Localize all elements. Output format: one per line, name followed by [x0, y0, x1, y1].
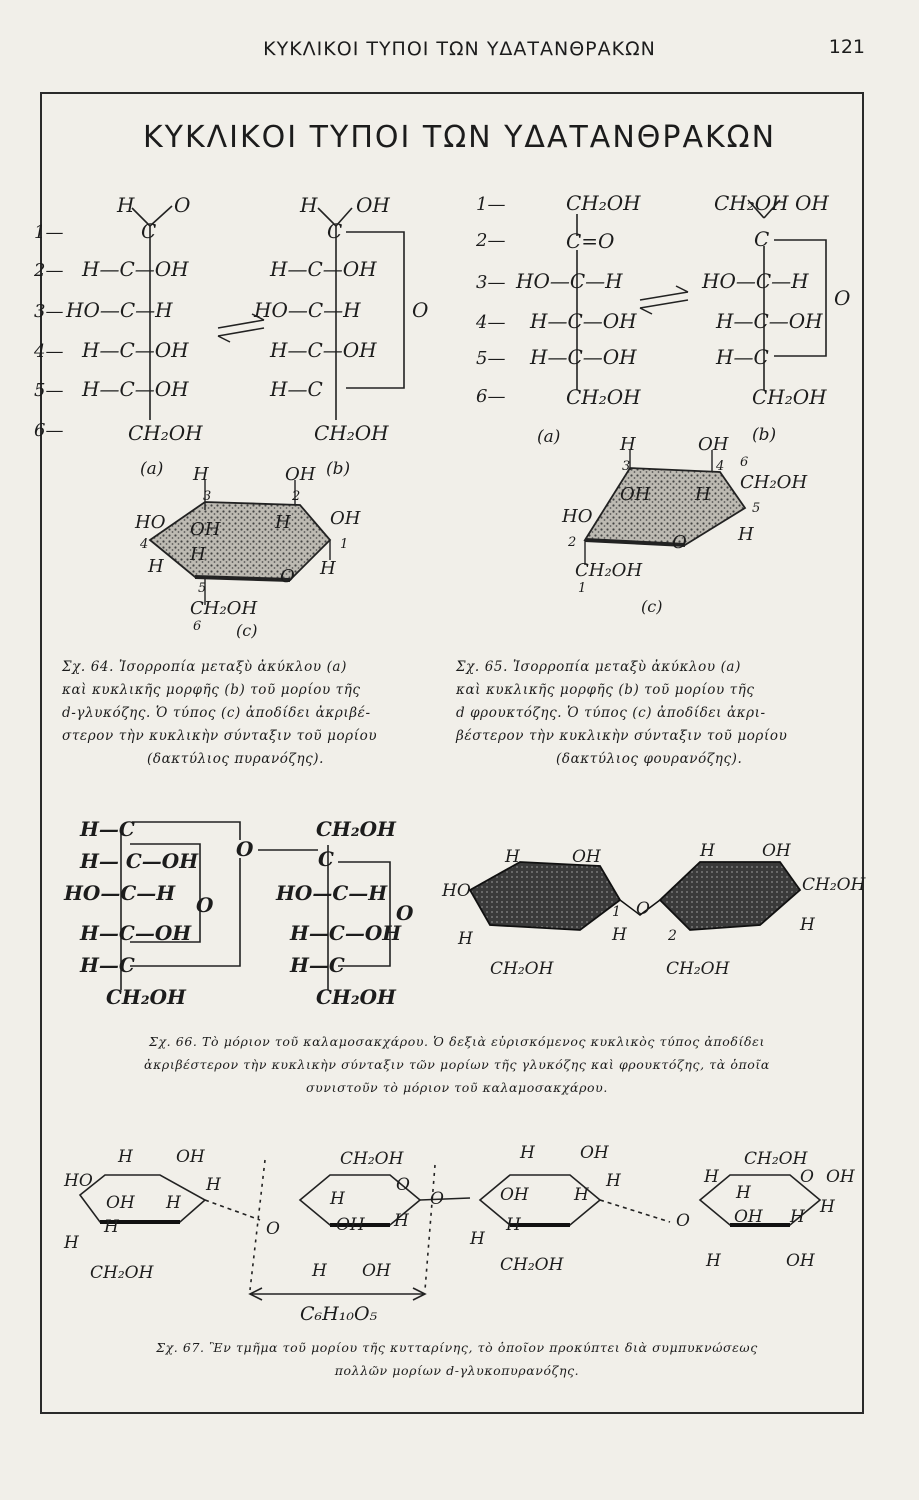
svg-text:O: O	[800, 1167, 814, 1187]
svg-text:3—: 3—	[34, 301, 64, 322]
svg-text:H: H	[704, 1167, 719, 1187]
svg-text:H: H	[206, 1175, 221, 1195]
fig65-caption-line: Σχ. 65. Ἰσορροπία μεταξὺ ἀκύκλου (a)	[456, 659, 741, 675]
svg-text:1: 1	[578, 581, 587, 596]
running-title: ΚΥΚΛΙΚΟΙ ΤΥΠΟΙ ΤΩΝ ΥΔΑΤΑΝΘΡΑΚΩΝ	[263, 38, 656, 60]
fig64-caption-line: στερον τὴν κυκλικὴν σύνταξιν τοῦ μορίου	[62, 728, 378, 744]
fig64-caption-line: Σχ. 64. Ἰσορροπία μεταξὺ ἀκύκλου (a)	[62, 659, 347, 675]
svg-text:H—C—OH: H—C—OH	[80, 921, 192, 945]
fig67-caption-line: πολλῶν μορίων d-γλυκοπυρανόζης.	[334, 1363, 580, 1378]
svg-text:H: H	[505, 847, 520, 867]
svg-text:OH: OH	[336, 1215, 365, 1235]
svg-text:O: O	[430, 1189, 444, 1209]
svg-text:OH: OH	[698, 434, 729, 455]
svg-text:O: O	[280, 566, 295, 587]
svg-text:H: H	[312, 1261, 327, 1281]
svg-text:OH: OH	[734, 1207, 763, 1227]
svg-text:H: H	[104, 1217, 119, 1237]
svg-text:H: H	[612, 925, 627, 945]
svg-text:H: H	[148, 556, 164, 577]
svg-text:CH₂OH: CH₂OH	[752, 385, 827, 409]
svg-text:H—C—OH: H—C—OH	[82, 377, 189, 401]
svg-text:H: H	[470, 1229, 485, 1249]
svg-text:H: H	[738, 524, 754, 545]
svg-text:H: H	[166, 1193, 181, 1213]
svg-text:CH₂OH: CH₂OH	[802, 875, 866, 895]
svg-text:H: H	[695, 484, 711, 505]
svg-text:OH: OH	[285, 464, 316, 485]
svg-text:1—: 1—	[476, 194, 506, 215]
svg-text:H—C: H—C	[80, 953, 135, 977]
svg-text:(c): (c)	[641, 597, 663, 616]
svg-text:H—C: H—C	[716, 345, 769, 369]
svg-text:H: H	[574, 1185, 589, 1205]
svg-text:OH: OH	[500, 1185, 529, 1205]
svg-text:1: 1	[340, 537, 349, 552]
svg-text:H—C: H—C	[80, 817, 135, 841]
svg-text:O: O	[636, 899, 650, 919]
svg-text:OH: OH	[176, 1147, 205, 1167]
svg-text:5: 5	[198, 581, 207, 596]
svg-text:O: O	[834, 286, 851, 310]
fig65-caption	[456, 656, 848, 771]
svg-text:CH₂OH OH: CH₂OH OH	[714, 191, 829, 215]
svg-text:H: H	[820, 1197, 835, 1217]
svg-text:C=O: C=O	[566, 229, 615, 253]
svg-text:H: H	[736, 1183, 751, 1203]
fig67-caption	[62, 1336, 852, 1382]
svg-text:2: 2	[292, 489, 301, 504]
svg-text:C: C	[327, 219, 343, 243]
svg-text:OH: OH	[190, 519, 221, 540]
svg-text:OH: OH	[762, 841, 791, 861]
svg-text:CH₂OH: CH₂OH	[316, 985, 396, 1009]
svg-text:H—C: H—C	[270, 377, 323, 401]
svg-text:H—C: H—C	[290, 953, 345, 977]
svg-text:H: H	[620, 434, 636, 455]
svg-text:H—C—OH: H—C—OH	[530, 309, 637, 333]
svg-text:HO: HO	[442, 881, 471, 901]
svg-text:OH: OH	[786, 1251, 815, 1271]
svg-text:O: O	[676, 1211, 690, 1231]
svg-text:HO: HO	[64, 1171, 93, 1191]
svg-text:H: H	[394, 1211, 409, 1231]
svg-text:6: 6	[740, 455, 749, 470]
svg-text:H—C—OH: H—C—OH	[82, 338, 189, 362]
svg-text:(c): (c)	[236, 621, 258, 640]
svg-text:H—C—OH: H—C—OH	[530, 345, 637, 369]
svg-text:CH₂OH: CH₂OH	[744, 1149, 808, 1169]
svg-text:4—: 4—	[476, 312, 506, 333]
svg-text:OH: OH	[620, 484, 651, 505]
fig64-caption-line: (δακτύλιος πυρανόζης).	[147, 751, 325, 767]
svg-text:4: 4	[140, 537, 149, 552]
svg-text:H—C—OH: H—C—OH	[290, 921, 402, 945]
svg-text:H: H	[520, 1143, 535, 1163]
svg-text:H: H	[320, 558, 336, 579]
svg-text:4—: 4—	[34, 341, 64, 362]
svg-text:HO—C—H: HO—C—H	[702, 269, 809, 293]
svg-text:4: 4	[716, 459, 725, 474]
fig65-caption-line: βέστερον τὴν κυκλικὴν σύνταξιν τοῦ μορίου	[456, 728, 788, 744]
svg-text:HO: HO	[135, 512, 166, 533]
svg-text:H: H	[118, 1147, 133, 1167]
page-number: 121	[828, 36, 865, 58]
svg-text:2—: 2—	[476, 230, 506, 251]
fig64-caption-line: d-γλυκόζης. Ὁ τύπος (c) ἀποδίδει ἀκριβέ-	[62, 705, 371, 721]
svg-text:3—: 3—	[476, 272, 506, 293]
fig66-caption-line: ἀκριβέστερον τὴν κυκλικὴν σύνταξιν τῶν μορίων τῆς γλυκόζης καὶ φρουκτόζης, τὰ ὁποῖα	[144, 1057, 770, 1072]
svg-text:H: H	[300, 193, 318, 217]
svg-text:CH₂OH: CH₂OH	[190, 598, 258, 619]
svg-text:H— C—OH: H— C—OH	[80, 849, 199, 873]
svg-text:CH₂OH: CH₂OH	[340, 1149, 404, 1169]
svg-text:H—C—OH: H—C—OH	[716, 309, 823, 333]
svg-text:CH₂OH: CH₂OH	[666, 959, 730, 979]
fig65-caption-line: (δακτύλιος φουρανόζης).	[556, 751, 743, 767]
svg-text:5—: 5—	[34, 380, 64, 401]
svg-text:C₆H₁₀O₅: C₆H₁₀O₅	[300, 1303, 378, 1325]
svg-text:CH₂OH: CH₂OH	[90, 1263, 154, 1283]
svg-text:6: 6	[193, 619, 202, 634]
svg-text:5—: 5—	[476, 348, 506, 369]
svg-text:H: H	[330, 1189, 345, 1209]
fig66-caption-line: Σχ. 66. Τὸ μόριον τοῦ καλαμοσακχάρου. Ὁ δεξιὰ εὑρισκόμενος κυκλικὸς τύπος ἀποδίδει	[149, 1034, 765, 1049]
svg-text:HO—C—H: HO—C—H	[276, 881, 388, 905]
svg-text:H: H	[117, 193, 135, 217]
fig65-caption-line: d φρουκτόζης. Ὁ τύπος (c) ἀποδίδει ἀκρι-	[456, 705, 766, 721]
svg-text:OH: OH	[826, 1167, 855, 1187]
svg-text:OH: OH	[106, 1193, 135, 1213]
svg-text:HO—C—H: HO—C—H	[64, 881, 176, 905]
svg-text:O: O	[196, 893, 214, 917]
svg-text:CH₂OH: CH₂OH	[575, 560, 643, 581]
svg-text:CH₂OH: CH₂OH	[740, 472, 808, 493]
svg-text:H: H	[606, 1171, 621, 1191]
svg-text:H: H	[193, 464, 209, 485]
svg-text:2: 2	[668, 928, 677, 944]
fig64-caption-line: καὶ κυκλικῆς μορφῆς (b) τοῦ μορίου τῆς	[62, 682, 361, 698]
svg-text:CH₂OH: CH₂OH	[128, 421, 203, 445]
svg-text:H—C—OH: H—C—OH	[270, 257, 377, 281]
svg-text:O: O	[174, 193, 191, 217]
svg-text:H: H	[790, 1207, 805, 1227]
svg-text:H—C—OH: H—C—OH	[82, 257, 189, 281]
svg-text:5: 5	[752, 501, 761, 516]
svg-text:H: H	[190, 544, 206, 565]
svg-text:C: C	[754, 227, 770, 251]
svg-text:H: H	[64, 1233, 79, 1253]
svg-text:H: H	[800, 915, 815, 935]
svg-text:CH₂OH: CH₂OH	[566, 191, 641, 215]
fig64-caption	[62, 656, 452, 771]
svg-text:OH: OH	[356, 193, 390, 217]
svg-text:H—C—OH: H—C—OH	[270, 338, 377, 362]
svg-text:OH: OH	[362, 1261, 391, 1281]
svg-text:CH₂OH: CH₂OH	[566, 385, 641, 409]
svg-text:(a): (a)	[537, 427, 561, 447]
svg-text:H: H	[275, 512, 291, 533]
svg-text:HO: HO	[562, 506, 593, 527]
svg-text:HO—C—H: HO—C—H	[254, 298, 361, 322]
svg-text:6—: 6—	[34, 420, 64, 441]
svg-text:CH₂OH: CH₂OH	[500, 1255, 564, 1275]
svg-text:HO—C—H: HO—C—H	[66, 298, 173, 322]
svg-text:OH: OH	[580, 1143, 609, 1163]
svg-text:O: O	[236, 837, 254, 861]
svg-text:2: 2	[568, 535, 577, 550]
svg-text:1—: 1—	[34, 222, 64, 243]
svg-text:HO—C—H: HO—C—H	[516, 269, 623, 293]
svg-text:(b): (b)	[752, 425, 777, 445]
fig65-caption-line: καὶ κυκλικῆς μορφῆς (b) τοῦ μορίου τῆς	[456, 682, 755, 698]
svg-text:OH: OH	[330, 508, 361, 529]
svg-text:O: O	[412, 298, 429, 322]
svg-text:(b): (b)	[326, 459, 351, 479]
svg-text:3: 3	[622, 459, 631, 474]
svg-text:H: H	[706, 1251, 721, 1271]
svg-text:CH₂OH: CH₂OH	[490, 959, 554, 979]
svg-text:CH₂OH: CH₂OH	[314, 421, 389, 445]
svg-text:6—: 6—	[476, 386, 506, 407]
fig66-caption	[62, 1030, 852, 1099]
svg-text:1: 1	[612, 904, 621, 920]
fig67-caption-line: Σχ. 67. Ἓν τμῆμα τοῦ μορίου τῆς κυτταρίνης, τὸ ὁποῖον προκύπτει διὰ συμπυκνώσεως	[156, 1340, 758, 1355]
svg-text:CH₂OH: CH₂OH	[316, 817, 396, 841]
svg-text:OH: OH	[572, 847, 601, 867]
svg-text:(a): (a)	[140, 459, 164, 479]
fig66-caption-line: συνιστοῦν τὸ μόριον τοῦ καλαμοσακχάρου.	[306, 1080, 608, 1095]
svg-text:H: H	[458, 929, 473, 949]
svg-text:CH₂OH: CH₂OH	[106, 985, 186, 1009]
svg-text:C: C	[141, 219, 157, 243]
svg-text:2—: 2—	[34, 260, 64, 281]
svg-text:O: O	[672, 532, 687, 553]
svg-text:H: H	[700, 841, 715, 861]
svg-text:O: O	[396, 901, 414, 925]
svg-text:H: H	[506, 1215, 521, 1235]
svg-text:O: O	[266, 1219, 280, 1239]
svg-text:O: O	[396, 1175, 410, 1195]
svg-text:3: 3	[203, 489, 212, 504]
plate-title: ΚΥΚΛΙΚΟΙ ΤΥΠΟΙ ΤΩΝ ΥΔΑΤΑΝΘΡΑΚΩΝ	[142, 120, 777, 155]
svg-text:C: C	[318, 847, 334, 871]
